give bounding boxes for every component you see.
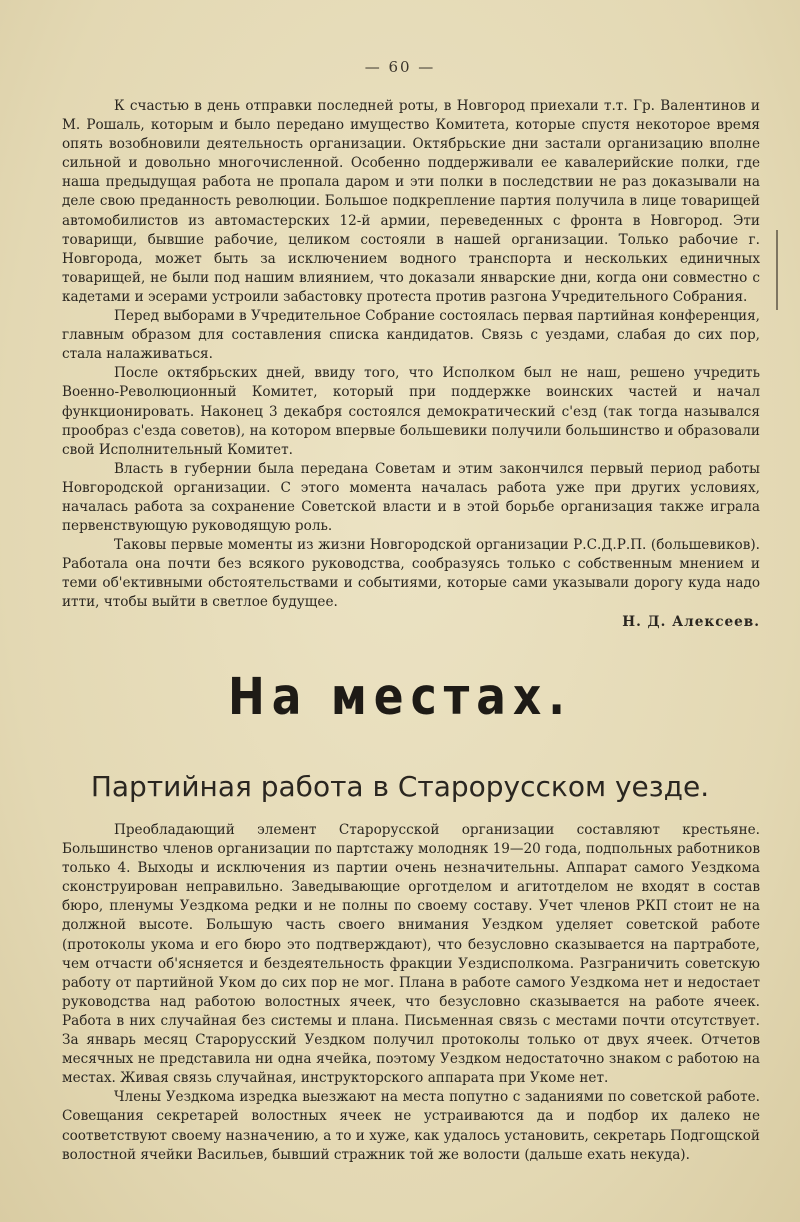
paragraph: Преобладающий элемент Старорусской организации составляют крестьяне. Большинство членов организации по партстажу молодняк 19—20 года, подпольных работников только 4. Выходы и исключения из партии очень незначительны. Аппарат самого Уездкома сконструирован неправильно. Заведывающие орготделом и агитотделом не входят в состав бюро, пленумы Уездкома редки и не полны по своему составу. Учет членов РКП стоит не на должной высоте. Большую часть своего внимания Уездком уделяет советской работе (протоколы укома и его бюро это подтверждают), что безусловно сказывается на партработе, чем отчасти об'ясняется и бездеятельность фракции Уездисполкома. Разграничить советскую работу от партийной Уком до сих пор не мог. Плана в работе самого Уездкома нет и недостает руководства над работою волостных ячеек, что безусловно сказывается на работе ячеек. Работа в них случайная без системы и плана. Письменная связь с местами почти отсутствует. За январь месяц Старорусский Уездком получил протоколы только от двух ячеек. Отчетов месячных не представила ни одна ячейка, поэтому Уездком недостаточно знаком с работою на местах. Живая связь случайная, инструкторского аппарата при Укоме нет. [62, 822, 760, 1087]
signature-line [62, 613, 760, 632]
section-heading: На местах. [227, 668, 572, 727]
article-title: Партийная работа в Старорусском уезде. [90, 770, 710, 803]
article-text [62, 821, 760, 1165]
paragraph: Таковы первые моменты из жизни Новгородской организации Р.С.Д.Р.П. (большевиков). Работала она почти без всякого руководства, сообразуясь только с собственным мнением и теми об'ективными обстоятельствами и событиями, которые сами указывали дорогу куда надо итти, чтобы выйти в светлое будущее. [62, 537, 760, 611]
paragraph: Власть в губернии была передана Советам и этим закончился первый период работы Новгородской организации. С этого момента началась работа уже при других условиях, началась работа за сохранение Советской власти и в этой борьбе организация также играла первенствующую руководящую роль. [62, 460, 760, 535]
intro-text [62, 97, 760, 632]
page-edge-mark [776, 230, 778, 310]
paragraph: К счастью в день отправки последней роты, в Новгород приехали т.т. Гр. Валентинов и М. Рошаль, которым и было передано имущество Комитета, которые спустя некоторое время опять возобновили деятельность организации. Октябрьские дни застали организацию вполне сильной и довольно многочисленной. Особенно поддерживали ее кавалерийские полки, где наша предыдущая работа не пропала даром и эти полки в последствии не раз доказывали на деле свою преданность революции. Большое подкрепление партия получила в лице товарищей автомобилистов из автомастерских 12-й армии, переведенных с фронта в Новгород. Эти товарищи, бывшие рабочие, целиком состояли в нашей организации. Только рабочие г. Новгорода, может быть за исключением водного транспорта и нескольких единичных товарищей, не были под нашим влиянием, что доказали январские дни, когда они совместно с кадетами и эсерами устроили забастовку протеста против разгона Учредительного Собрания. [62, 98, 760, 305]
page-number: — 60 — [364, 58, 436, 76]
paragraph: После октябрьских дней, ввиду того, что Исполком был не наш, решено учредить Военно-Революционный Комитет, который при поддержке воинских частей и начал функционировать. Наконец 3 декабря состоялся демократический с'езд (так тогда назывался прообраз с'езда советов), на котором впервые большевики получили большинство и образовали свой Исполнительный Комитет. [62, 365, 760, 458]
signature: Н. Д. Алексеев. [622, 613, 760, 630]
paragraph: Члены Уездкома изредка выезжают на места попутно с заданиями по советской работе. Совещания секретарей волостных ячеек не устраиваются да и подбор их далеко не соответствуют своему назначению, а то и хуже, как удалось установить, секретарь Подгощской волостной ячейки Васильев, бывший стражник той же волости (дальше ехать некуда). [62, 1089, 760, 1163]
paragraph: Перед выборами в Учредительное Собрание состоялась первая партийная конференция, главным образом для составления списка кандидатов. Связь с уездами, слабая до сих пор, стала налаживаться. [62, 308, 760, 363]
